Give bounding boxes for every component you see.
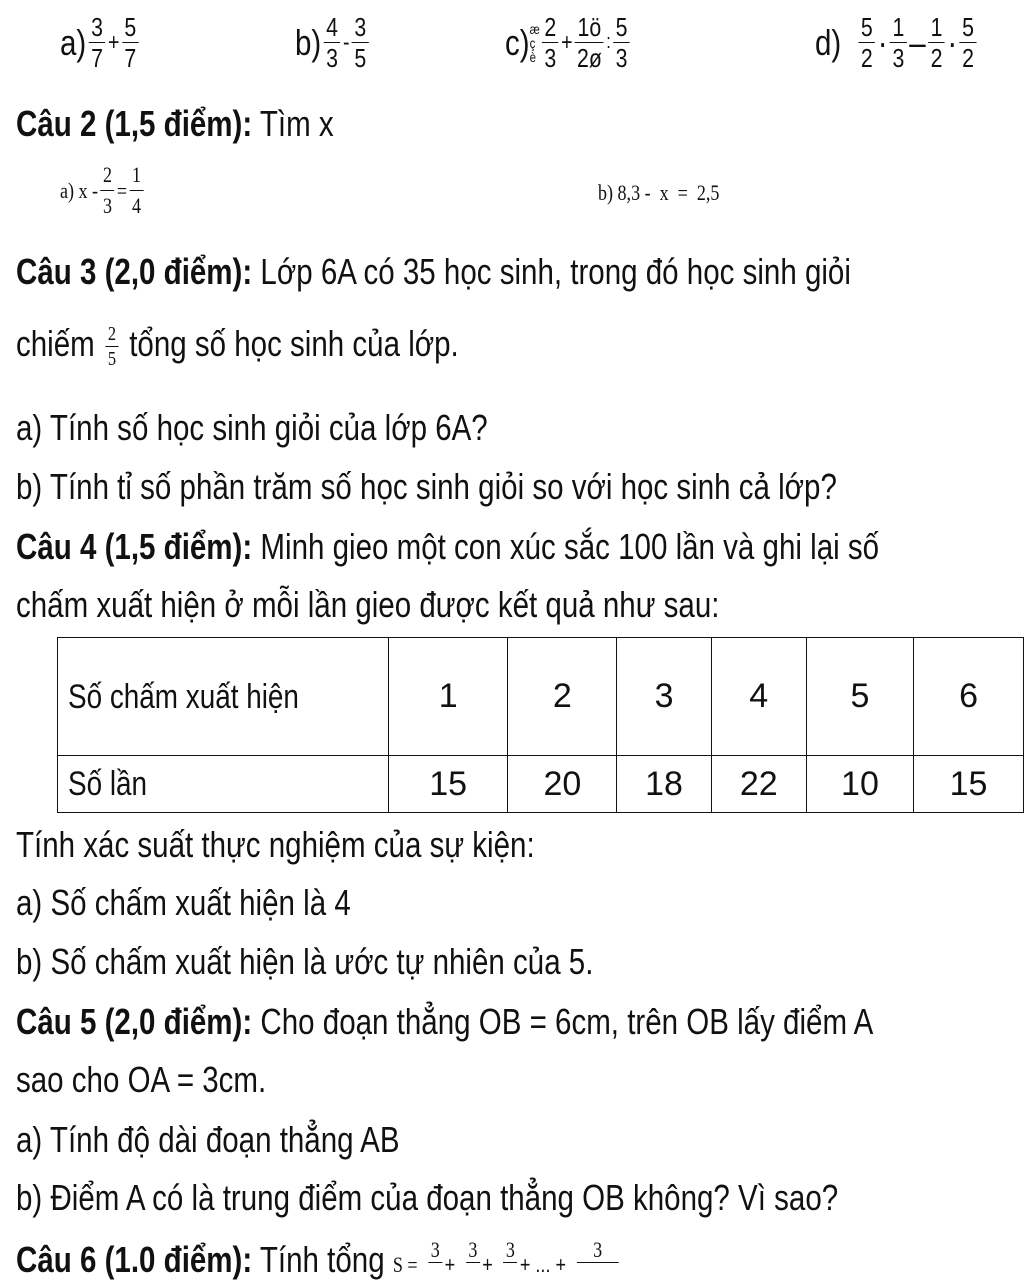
q4-line2: chấm xuất hiện ở mỗi lần gieo được kết quả như sau: [16, 584, 720, 625]
q6-heading: Câu 6 (1.0 điểm): Tính tổng S = 3 + 3 + 3 + ... + 3 [16, 1238, 621, 1287]
table-row: Số lần 15 20 18 22 10 15 [58, 756, 1024, 813]
fraction: $\frac{1}{3}$ [890, 12, 907, 73]
q1-c [505, 12, 632, 73]
q4-prompt: Tính xác suất thực nghiệm của sự kiện: [16, 824, 535, 865]
q4-heading: Câu 4 (1,5 điểm): Minh gieo một con xúc sắc 100 lần và ghi lại số [16, 526, 880, 567]
label: c) [505, 21, 530, 63]
q5-line2: sao cho OA = 3cm. [16, 1059, 267, 1100]
broken-bracket: æ ç è [529, 20, 540, 65]
q3-a: a) Tính số học sinh giỏi của lớp 6A? [16, 407, 488, 448]
q2-b: b) 8,3 - x = 2,5 [598, 180, 720, 205]
q3-b: b) Tính tỉ số phần trăm số học sinh giỏi so với học sinh cả lớp? [16, 466, 837, 507]
q3-line2: chiếm $\frac{2}{5}$ tổng số học sinh của lớp. [16, 323, 459, 370]
fraction: $\frac{5}{2}$ [960, 12, 977, 73]
dice-table [57, 637, 1024, 813]
q3-heading: Câu 3 (2,0 điểm): Lớp 6A có 35 học sinh, trong đó học sinh giỏi [16, 251, 851, 292]
fraction: $\frac{5}{2}$ [858, 12, 875, 73]
q2-heading: Câu 2 (1,5 điểm): Tìm x [16, 103, 334, 144]
q4-a: a) Số chấm xuất hiện là 4 [16, 882, 351, 923]
q5-b: b) Điểm A có là trung điểm của đoạn thẳng OB không? Vì sao? [16, 1177, 839, 1218]
fraction: $\frac{3}{5}$ [352, 12, 369, 73]
q1-b [295, 12, 371, 73]
fraction: $\frac{2}{3}$ [542, 12, 559, 73]
q5-a: a) Tính độ dài đoạn thẳng AB [16, 1119, 400, 1160]
fraction: $\frac{1}{2}$ [928, 12, 945, 73]
fraction: $\frac{1ö}{2ø}$ [576, 12, 602, 73]
label: b) [295, 21, 322, 63]
q1-d: d) $\frac{5}{2}$ · $\frac{1}{3}$ – $\frac{1}{2}$ · $\frac{5}{2}$ [815, 12, 979, 73]
fraction: $\frac{5}{3}$ [613, 12, 630, 73]
label: d) [815, 21, 842, 63]
q2-a: a) x - $\frac{2}{3}$ = $\frac{1}{4}$ [60, 160, 146, 221]
operator: + [107, 28, 120, 56]
q4-b: b) Số chấm xuất hiện là ước tự nhiên của 5. [16, 941, 594, 982]
table-row: Số chấm xuất hiện 1 2 3 4 5 6 [58, 638, 1024, 756]
operator: : [606, 31, 611, 53]
operator: - [342, 28, 350, 56]
label: a) [60, 21, 87, 63]
q5-heading: Câu 5 (2,0 điểm): Cho đoạn thẳng OB = 6cm, trên OB lấy điểm A [16, 1001, 874, 1042]
fraction: $\frac{5}{7}$ [122, 12, 139, 73]
operator: + [561, 28, 573, 56]
fraction: $\frac{4}{3}$ [324, 12, 341, 73]
q1-a [60, 12, 141, 73]
fraction: $\frac{3}{7}$ [89, 12, 106, 73]
